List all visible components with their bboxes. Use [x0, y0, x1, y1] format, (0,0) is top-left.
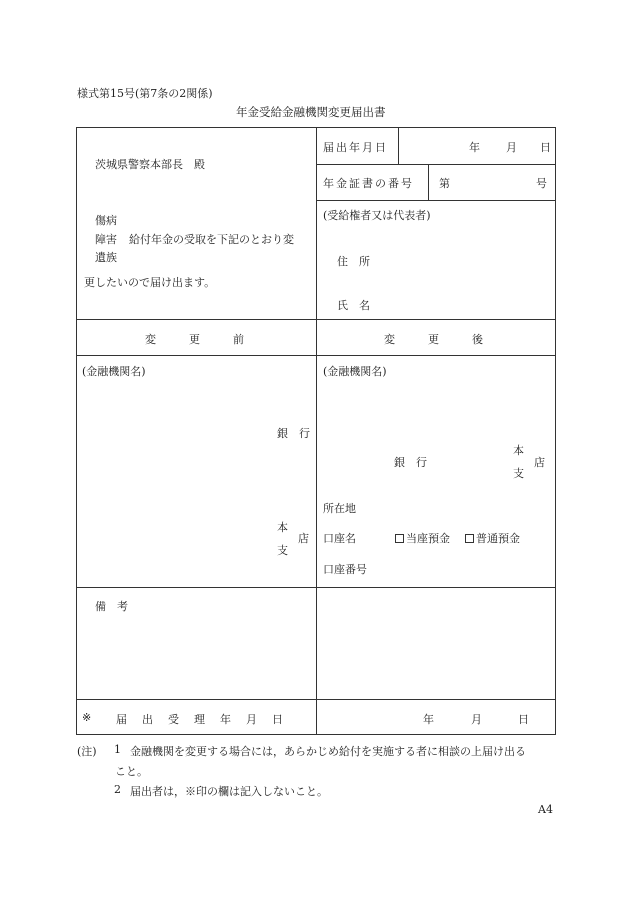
- checking-option[interactable]: [395, 530, 450, 546]
- account-number-label: 口座番号: [323, 563, 367, 576]
- filing-year: 年: [469, 141, 480, 154]
- reception-label: 届 出 受 理 年 月 日: [116, 713, 285, 726]
- filing-day: 日: [540, 141, 551, 154]
- after-bank-label: 銀 行: [394, 456, 427, 469]
- before-bank-label: 銀 行: [277, 427, 310, 440]
- line-cert-row: [316, 200, 556, 201]
- reason-type-survivor: 遺族: [95, 251, 117, 264]
- certificate-suffix: 号: [536, 177, 547, 190]
- name-label: 氏 名: [337, 299, 370, 312]
- line-column-header: [76, 355, 556, 356]
- checking-checkbox[interactable]: [395, 534, 404, 543]
- paper-size: A4: [538, 803, 553, 816]
- line-applicant-bottom: [76, 319, 556, 320]
- form-number: 様式第15号(第7条の2関係): [77, 87, 213, 100]
- after-branch-store: 店: [534, 456, 545, 469]
- note1-number: 1: [114, 743, 121, 756]
- notes-prefix: (注): [77, 745, 97, 758]
- line-date-row: [316, 164, 556, 165]
- form-title: 年金受給金融機関変更届出書: [236, 105, 386, 119]
- reception-month: 月: [471, 713, 482, 726]
- divider-vertical-main: [316, 127, 317, 699]
- reception-day: 日: [518, 713, 529, 726]
- remarks-label: 備 考: [95, 600, 128, 613]
- address-label: 住 所: [337, 255, 370, 268]
- filing-date-label: 届出年月日: [323, 141, 388, 154]
- divider-cert-label: [428, 164, 429, 200]
- reason-text-continued: 更したいので届け出ます。: [84, 276, 216, 289]
- divider-date-label: [398, 127, 399, 164]
- after-institution-label: (金融機関名): [323, 365, 387, 378]
- before-branch-shiten: 支: [277, 544, 288, 557]
- reception-mark: ※: [82, 711, 92, 724]
- account-name-label: 口座名: [323, 532, 356, 545]
- reason-text: 給付年金の受取を下記のとおり変: [129, 233, 294, 246]
- column-after: 変 更 後: [384, 333, 483, 346]
- column-before: 変 更 前: [145, 333, 244, 346]
- filing-month: 月: [506, 141, 517, 154]
- certificate-number-label: 年金証書の番号: [323, 177, 414, 190]
- note1-line1: 金融機関を変更する場合には，あらかじめ給付を実施する者に相談の上届け出る: [130, 745, 526, 758]
- divider-reception: [316, 699, 317, 735]
- reception-year: 年: [423, 713, 434, 726]
- applicant-heading: (受給権者又は代表者): [323, 209, 431, 222]
- checking-label: 当座預金: [406, 532, 450, 545]
- reason-type-injury: 傷病: [95, 214, 117, 227]
- before-branch-store: 店: [298, 532, 309, 545]
- savings-label: 普通預金: [476, 532, 520, 545]
- addressee: 茨城県警察本部長 殿: [95, 158, 205, 171]
- before-institution-label: (金融機関名): [82, 365, 146, 378]
- note2-number: 2: [114, 783, 121, 796]
- after-branch-shiten: 支: [513, 467, 524, 480]
- note2-text: 届出者は，※印の欄は記入しないこと。: [130, 785, 328, 798]
- line-bank-bottom: [76, 587, 556, 588]
- certificate-prefix: 第: [439, 177, 450, 190]
- savings-option[interactable]: [465, 530, 520, 546]
- savings-checkbox[interactable]: [465, 534, 474, 543]
- after-branch-main: 本: [513, 444, 524, 457]
- before-branch-main: 本: [277, 521, 288, 534]
- location-label: 所在地: [323, 502, 356, 515]
- reason-type-disability: 障害: [95, 233, 117, 246]
- note1-line2: こと。: [115, 765, 148, 778]
